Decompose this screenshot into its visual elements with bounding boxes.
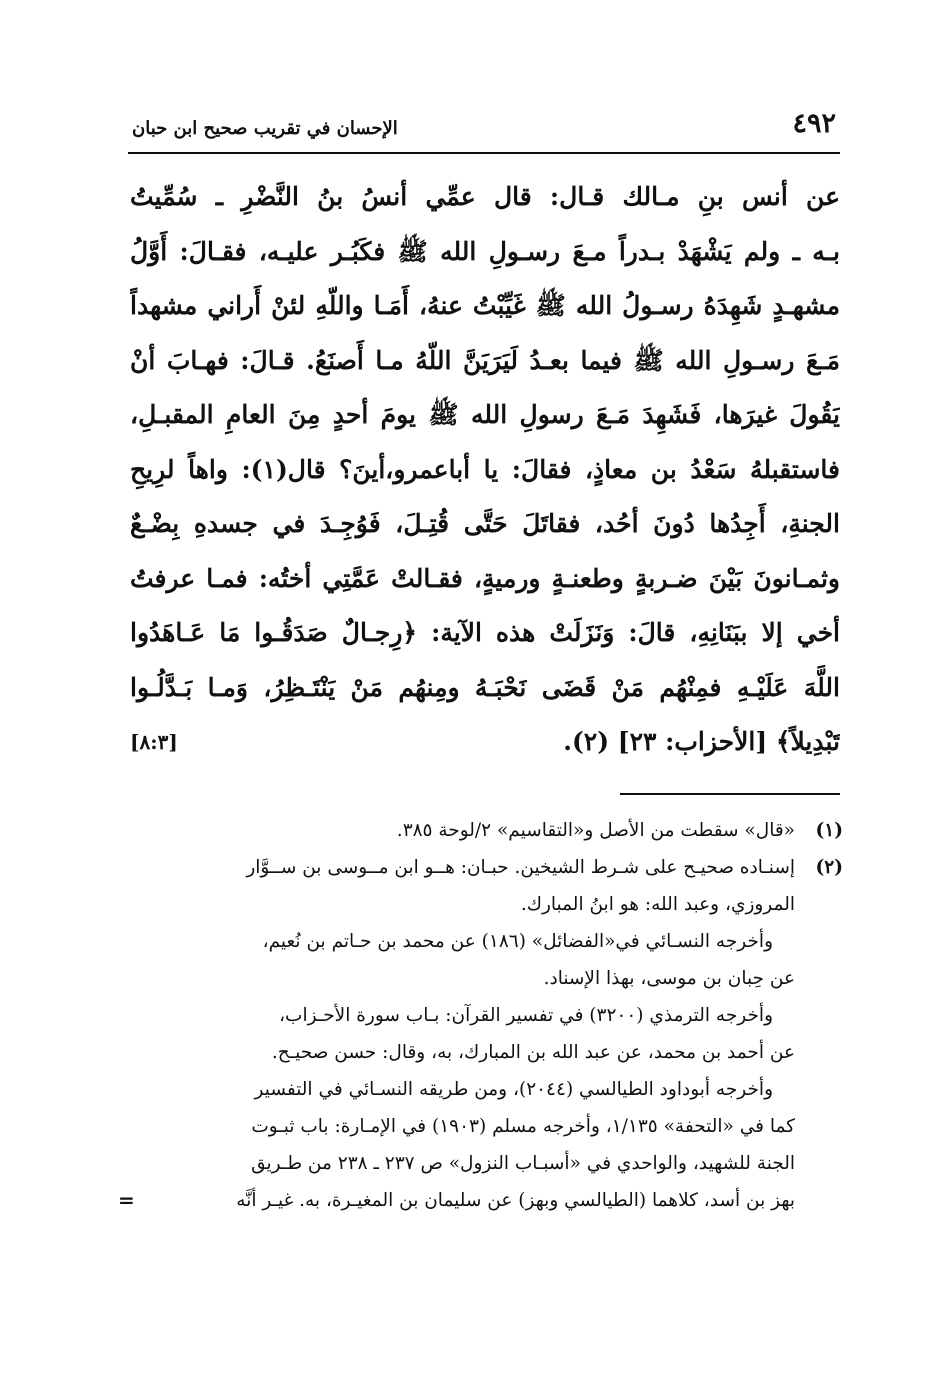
text-line: اللَّهَ عَلَيْـهِ فمِنْهُم مَنْ قَضَى نَحْبَـهُ ومِنهُم مَنْ يَنْتَـظِرُ، وَمـا بَـدَّلُـوا xyxy=(130,672,840,702)
footnote-line: وأخرجه الترمذي (٣٢٠٠) في تفسير القرآن: بـاب سورة الأحـزاب، xyxy=(279,1005,773,1026)
footnote-line: عن حِبان بن موسى، بهذا الإسناد. xyxy=(543,968,795,989)
footnote-line: وأخرجه النسـائي في«الفضائل» (١٨٦) عن محمد بن حـاتم بن نُعيم، xyxy=(262,931,773,952)
text-line: وثمـانونَ بَيْنَ ضـربةٍ وطعنـةٍ ورميةٍ، فقـالتْ عَمَّتِي أختُه: فمـا عرفتُ xyxy=(130,563,840,593)
text-line: الجنةِ، أَجِدُها دُونَ أحُد، فقاتَلَ حَتَّى قُتِـلَ، فَوُجِـدَ في جسدهِ بِضْـعٌ xyxy=(130,509,840,538)
footnote-line: كما في «التحفة» ١/١٣٥، وأخرجه مسلم (١٩٠٣) في الإمـارة: باب ثبـوت xyxy=(251,1116,795,1137)
text-line: مَـعَ رسـولِ الله ﷺ فيما بعـدُ لَيَرَيَنَّ اللّهُ مـا أَصنَعُ. قـالَ: فهـابَ أنْ xyxy=(130,345,840,375)
text-line: مشهـدٍ شَهِدَهُ رسـولُ الله ﷺ غَيِّبْتُ عنهُ، أَمَـا واللّهِ لئنْ أَراني مشهداً xyxy=(130,291,840,320)
continuation-mark: = xyxy=(118,1188,135,1212)
header-divider xyxy=(128,152,840,154)
footnote-marker: (١) xyxy=(815,820,843,841)
footnote-text: «قال» سقطت من الأصل و«التقاسيم» ٢/لوحة ٣٨٥. xyxy=(396,820,795,841)
footnote-line: الجنة للشهيد، والواحدي في «أسبـاب النزول» ص ٢٣٧ ـ ٢٣٨ من طـريق xyxy=(251,1153,795,1174)
footnote-line: بهز بن أسد، كلاهما (الطيالسي وبهز) عن سليمان بن المغيـرة، به. غيـر أنَّه xyxy=(236,1190,795,1211)
text-line: أخي إلا ببَنَانِهِ، قالَ: وَنَزَلَتْ هذه الآية: ﴿رِجـالٌ صَدَقُـوا مَا عَـاهَدُوا xyxy=(130,618,840,647)
hadith-number: [٨:٣] xyxy=(130,730,178,754)
text-line: تَبْدِيلاً﴾ [الأحزاب: ٢٣] (٢). xyxy=(563,727,840,756)
footnote-2 xyxy=(118,849,843,886)
footnote-line: وأخرجه أبوداود الطيالسي (٢٠٤٤)، ومن طريقه النسـائي في التفسير xyxy=(254,1079,773,1100)
book-title: الإحسان في تقريب صحيح ابن حبان xyxy=(132,118,398,139)
text-line: فاستقبلهُ سَعْدُ بن معاذٍ، فقالَ: يا أباعمرو،أينَ؟ قال(١): واهاً لرِيحِ xyxy=(130,454,840,484)
footnote-line: المروزي، وعبد الله: هو ابنُ المبارك. xyxy=(520,894,795,915)
text-line-last xyxy=(130,715,840,770)
footnotes xyxy=(118,812,843,1219)
footnote-line: عن أحمد بن محمد، عن عبد الله بن المبارك، به، وقال: حسن صحيـح. xyxy=(271,1042,795,1063)
text-line: عن أنس بنِ مـالك قـال: قال عمِّي أنسُ بنُ النَّضْرِ ـ سُمِّيتُ xyxy=(130,182,840,211)
footnote-text: إسنـاده صحيـح على شـرط الشيخين. حبـان: هــو ابن مــوسى بن ســوَّار xyxy=(246,857,795,878)
footnote-divider xyxy=(620,793,840,795)
page-header xyxy=(128,108,840,148)
hadith-text xyxy=(130,170,840,770)
footnote-marker: (٢) xyxy=(815,857,843,878)
page-number: ٤٩٢ xyxy=(792,108,836,139)
text-line: يَقُولَ غيرَها، فَشَهِدَ مَـعَ رسولِ الله ﷺ يومَ أحدٍ مِنَ العامِ المقبـلِ، xyxy=(130,400,840,429)
footnote-1 xyxy=(118,812,843,849)
text-line: بـه ـ ولم يَشْهَدْ بـدراً مـعَ رسـولِ الله ﷺ فكَبُـر عليـه، فقـالَ: أَوَّلُ xyxy=(130,236,840,266)
